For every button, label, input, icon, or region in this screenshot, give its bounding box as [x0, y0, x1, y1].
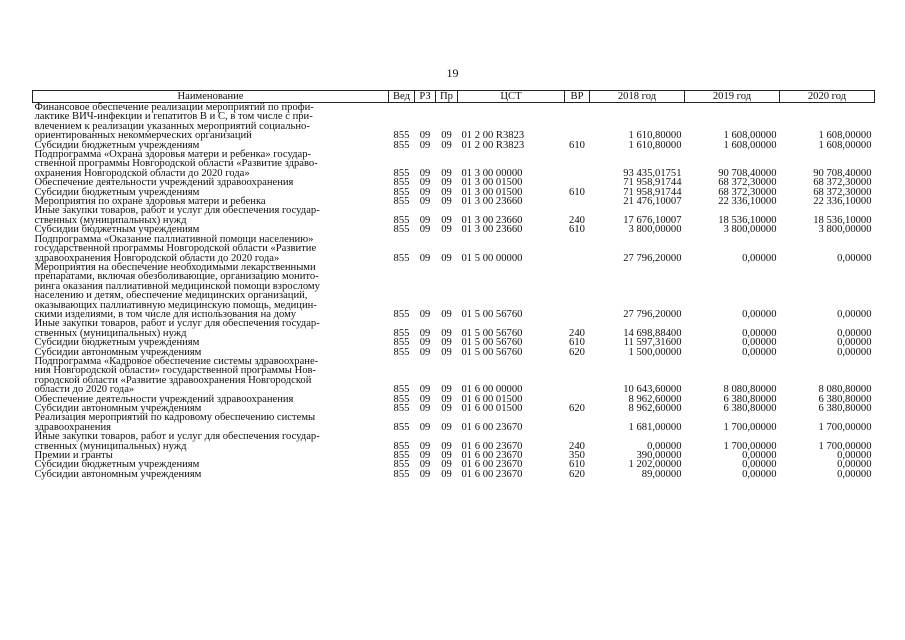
- name-line: скими изделиями, в том числе для использования на дому: [34, 308, 297, 320]
- cell-2019: 68 372,30000: [718, 177, 777, 189]
- cell-2019: 18 536,10000: [718, 214, 777, 226]
- cell-2020: 0,00000: [837, 252, 872, 264]
- cell-pr: 09: [441, 337, 452, 349]
- cell-ved: 855: [393, 130, 410, 142]
- header-vr: ВР: [565, 91, 590, 103]
- cell-2019: 0,00000: [742, 308, 777, 320]
- cell-2019: 1 700,00000: [723, 440, 777, 452]
- name-line: лактике ВИЧ-инфекции и гепатитов В и С, в том числе с при-: [34, 111, 313, 123]
- cell-vr: 620: [569, 403, 585, 414]
- cell-2020: 0,00000: [837, 468, 872, 480]
- name-line: Подпрограмма «Охрана здоровья матери и ребенка» государ-: [34, 149, 312, 161]
- cell-rz: 09: [419, 421, 431, 433]
- name-line: охранения Новгородской области до 2020 года»: [34, 167, 250, 179]
- cell-vr: [565, 150, 590, 178]
- cell-ved: 855: [393, 224, 410, 236]
- table-body: [33, 103, 875, 480]
- cell-ved: 855: [393, 214, 410, 226]
- cell-2019: 90 708,40000: [718, 167, 777, 179]
- name-line: Субсидии бюджетным учреждениям: [34, 224, 200, 236]
- cell-vr: [565, 357, 590, 395]
- cell-vr: 620: [569, 346, 585, 358]
- cell-2019: 6 380,80000: [723, 393, 777, 405]
- cell-vr: 610: [569, 459, 585, 471]
- cell-vr: [565, 197, 590, 206]
- cell-name: [33, 263, 389, 319]
- cell-2020: 8 080,80000: [818, 384, 872, 396]
- cell-2018: 89,00000: [641, 468, 682, 480]
- cell-2020: 0,00000: [837, 337, 872, 349]
- name-line: Субсидии бюджетным учреждениям: [34, 186, 200, 198]
- cell-pr: 09: [441, 450, 452, 462]
- name-line: Финансовое обеспечение реализации мероприятий по профи-: [34, 102, 314, 113]
- cell-rz: 09: [419, 450, 431, 462]
- table-row: [33, 470, 875, 479]
- table-row: [33, 150, 875, 178]
- header-2019: 2019 год: [685, 91, 780, 103]
- cell-2020: 6 380,80000: [818, 393, 872, 405]
- header-rz: РЗ: [415, 91, 436, 103]
- cell-name: [33, 470, 389, 479]
- cell-2020: 18 536,10000: [813, 214, 872, 226]
- cell-rz: 09: [419, 214, 431, 226]
- cell-vr: 610: [569, 337, 585, 349]
- cell-rz: 09: [419, 139, 431, 151]
- cell-2020: 0,00000: [837, 308, 872, 320]
- name-line: Субсидии бюджетным учреждениям: [34, 139, 200, 151]
- cell-ved: 855: [393, 337, 410, 349]
- name-line: Мероприятия по охране здоровья матери и ребенка: [34, 196, 266, 208]
- cell-2018: 10 643,60000: [623, 384, 682, 396]
- cell-name: [33, 235, 389, 263]
- cell-rz: 09: [419, 459, 431, 471]
- cell-rz: 09: [419, 440, 431, 452]
- name-line: городской области «Развитие здравоохранения Новгородской: [34, 374, 312, 386]
- cell-2018: 17 676,10007: [623, 214, 682, 226]
- name-line: Субсидии автономным учреждениям: [34, 403, 202, 414]
- name-line: здравоохранения Новгородской области до 2020 года»: [34, 252, 280, 264]
- cell-vr: 610: [569, 186, 585, 198]
- cell-pr: 09: [441, 214, 452, 226]
- cell-cst: 01 3 00 01500: [461, 177, 523, 189]
- cell-cst: 01 6 00 23670: [461, 459, 523, 471]
- name-line: Подпрограмма «Оказание паллиативной помощи населению»: [34, 233, 314, 245]
- name-line: здравоохранения: [34, 421, 112, 433]
- cell-ved: 855: [393, 468, 410, 480]
- cell-2020: 22 336,10000: [813, 196, 872, 208]
- cell-ved: 855: [393, 393, 410, 405]
- cell-pr: 09: [441, 403, 452, 414]
- cell-2018: 1 610,80000: [628, 130, 682, 142]
- cell-cst: 01 6 00 23670: [461, 421, 523, 433]
- cell-2018: 8 962,60000: [628, 403, 682, 414]
- name-line: ния Новгородской области» государственной программы Нов-: [34, 365, 317, 377]
- cell-pr: 09: [441, 139, 452, 151]
- cell-2020: 0,00000: [837, 327, 872, 339]
- name-line: Иные закупки товаров, работ и услуг для обеспечения государ-: [34, 318, 320, 330]
- cell-2020: 90 708,40000: [813, 167, 872, 179]
- cell-2019: 0,00000: [742, 468, 777, 480]
- name-line: государственной программы Новгородской области «Развитие: [34, 243, 317, 255]
- cell-2018: 0,00000: [647, 440, 682, 452]
- cell-2019: 0,00000: [742, 450, 777, 462]
- cell-cst: 01 6 00 23670: [461, 440, 523, 452]
- cell-2018: 3 800,00000: [628, 224, 682, 236]
- cell-rz: 09: [419, 186, 431, 198]
- cell-cst: 01 6 00 00000: [461, 384, 523, 396]
- cell-rz: 09: [419, 384, 431, 396]
- cell-pr: 09: [441, 196, 452, 208]
- name-line: Обеспечение деятельности учреждений здравоохранения: [34, 393, 294, 405]
- name-line: влечением к реализации указанных мероприятий социально-: [34, 120, 310, 132]
- header-pr: Пр: [436, 91, 458, 103]
- cell-cst: 01 5 00 56760: [461, 346, 523, 358]
- cell-name: [33, 103, 389, 141]
- cell-ved: 855: [393, 403, 410, 414]
- cell-2020: 3 800,00000: [818, 224, 872, 236]
- table-row: [33, 319, 875, 338]
- cell-cst: 01 3 00 23660: [461, 214, 523, 226]
- cell-pr: 09: [441, 384, 452, 396]
- cell-rz: 09: [419, 308, 431, 320]
- cell-pr: 09: [441, 393, 452, 405]
- cell-cst: 01 6 00 23670: [461, 450, 523, 462]
- name-line: населению и детям, обеспечение медицинских организаций,: [34, 290, 308, 302]
- cell-vr: [565, 413, 590, 432]
- cell-pr: 09: [441, 186, 452, 198]
- cell-pr: 09: [441, 468, 452, 480]
- table-row: [33, 263, 875, 319]
- cell-cst: 01 5 00 56760: [461, 308, 523, 320]
- table-header-row: [33, 91, 875, 103]
- cell-2020: 1 608,00000: [818, 139, 872, 151]
- cell-2018: 71 958,91744: [623, 177, 682, 189]
- cell-cst: 01 6 00 01500: [461, 403, 523, 414]
- budget-table: [32, 90, 875, 479]
- table-row: [33, 432, 875, 451]
- cell-cst: 01 3 00 23660: [461, 224, 523, 236]
- cell-cst: 01 3 00 01500: [461, 186, 523, 198]
- cell-2018: 27 796,20000: [623, 252, 682, 264]
- cell-rz: 09: [419, 403, 431, 414]
- name-line: оказывающих паллиативную медицинскую помощь, медицин-: [34, 299, 317, 311]
- name-line: препаратами, включая обезболивающие, организацию монито-: [34, 271, 319, 283]
- name-line: Премии и гранты: [34, 450, 113, 462]
- cell-2020: 68 372,30000: [813, 186, 872, 198]
- cell-2019: 22 336,10000: [718, 196, 777, 208]
- cell-ved: 855: [393, 196, 410, 208]
- cell-pr: 09: [441, 177, 452, 189]
- cell-cst: 01 3 00 23660: [461, 196, 523, 208]
- cell-2020: 1 700,00000: [818, 421, 872, 433]
- cell-2020: 1 700,00000: [818, 440, 872, 452]
- cell-2020: 1 608,00000: [818, 130, 872, 142]
- cell-2020: 0,00000: [837, 346, 872, 358]
- cell-ved: 855: [393, 252, 410, 264]
- cell-vr: 610: [569, 224, 585, 236]
- name-line: ственных (муниципальных) нужд: [34, 327, 187, 339]
- cell-2019: 1 608,00000: [723, 139, 777, 151]
- cell-pr: 09: [441, 327, 452, 339]
- cell-ved: 855: [393, 177, 410, 189]
- cell-2019: 0,00000: [742, 327, 777, 339]
- cell-pr: 09: [441, 308, 452, 320]
- cell-ved: 855: [393, 167, 410, 179]
- header-2020: 2020 год: [780, 91, 875, 103]
- table-row: [33, 206, 875, 225]
- cell-name: [33, 413, 389, 432]
- cell-ved: 855: [393, 308, 410, 320]
- cell-2018: 71 958,91744: [623, 186, 682, 198]
- cell-2018: 1 681,00000: [628, 421, 682, 433]
- cell-2019: 0,00000: [742, 346, 777, 358]
- header-name: Наименование: [33, 91, 389, 103]
- cell-2019: 1 700,00000: [723, 421, 777, 433]
- cell-pr: 09: [441, 346, 452, 358]
- cell-vr: 610: [569, 139, 585, 151]
- table-row: [33, 103, 875, 141]
- table-row: [33, 357, 875, 395]
- cell-ved: 855: [393, 459, 410, 471]
- name-line: Субсидии бюджетным учреждениям: [34, 337, 200, 349]
- table-row: [33, 413, 875, 432]
- cell-rz: 09: [419, 337, 431, 349]
- cell-2019: 0,00000: [742, 337, 777, 349]
- name-line: Мероприятия на обеспечение необходимыми лекарственными: [34, 261, 316, 273]
- cell-2020: 6 380,80000: [818, 403, 872, 414]
- cell-rz: 09: [419, 167, 431, 179]
- cell-rz: 09: [419, 468, 431, 480]
- cell-2018: 27 796,20000: [623, 308, 682, 320]
- cell-pr: 09: [441, 130, 452, 142]
- cell-2019: 8 080,80000: [723, 384, 777, 396]
- cell-2019: 6 380,80000: [723, 403, 777, 414]
- name-line: ственных (муниципальных) нужд: [34, 214, 187, 226]
- cell-2019: 0,00000: [742, 459, 777, 471]
- cell-ved: 855: [393, 327, 410, 339]
- cell-2020: 0,00000: [837, 459, 872, 471]
- cell-2020: 68 372,30000: [813, 177, 872, 189]
- cell-ved: 855: [393, 421, 410, 433]
- cell-rz: 09: [419, 177, 431, 189]
- cell-cst: 01 2 00 R3823: [461, 130, 525, 142]
- name-line: Иные закупки товаров, работ и услуг для обеспечения государ-: [34, 431, 320, 443]
- cell-rz: 09: [419, 196, 431, 208]
- cell-2018: 390,00000: [636, 450, 682, 462]
- cell-pr: 09: [441, 459, 452, 471]
- cell-vr: 620: [569, 468, 585, 480]
- name-line: области до 2020 года»: [34, 384, 135, 396]
- cell-vr: [565, 103, 590, 141]
- cell-rz: 09: [419, 224, 431, 236]
- cell-cst: 01 2 00 R3823: [461, 139, 525, 151]
- cell-2018: 1 202,00000: [628, 459, 682, 471]
- cell-2019: 0,00000: [742, 252, 777, 264]
- cell-2019: 1 608,00000: [723, 130, 777, 142]
- cell-2020: 0,00000: [837, 450, 872, 462]
- page-number: 19: [446, 66, 459, 80]
- name-line: Подпрограмма «Кадровое обеспечение системы здравоохране-: [34, 355, 319, 367]
- cell-vr: 240: [569, 327, 585, 339]
- table-row: [33, 235, 875, 263]
- name-line: ориентированных некоммерческих организаций: [34, 130, 252, 142]
- cell-cst: 01 5 00 00000: [461, 252, 523, 264]
- name-line: Субсидии автономным учреждениям: [34, 346, 202, 358]
- cell-name: [33, 432, 389, 451]
- cell-2018: 11 597,31600: [623, 337, 682, 349]
- cell-ved: 855: [393, 450, 410, 462]
- cell-ved: 855: [393, 139, 410, 151]
- cell-rz: 09: [419, 346, 431, 358]
- cell-vr: [565, 263, 590, 319]
- cell-pr: 09: [441, 224, 452, 236]
- cell-2019: 3 800,00000: [723, 224, 777, 236]
- cell-ved: 855: [393, 440, 410, 452]
- cell-vr: [565, 235, 590, 263]
- header-cst: ЦСТ: [458, 91, 565, 103]
- cell-vr: 240: [569, 440, 585, 452]
- cell-2018: 1 610,80000: [628, 139, 682, 151]
- name-line: ственных (муниципальных) нужд: [34, 440, 187, 452]
- header-ved: Вед: [389, 91, 415, 103]
- cell-2018: 93 435,01751: [623, 167, 682, 179]
- cell-cst: 01 6 00 23670: [461, 468, 523, 480]
- name-line: Обеспечение деятельности учреждений здравоохранения: [34, 177, 294, 189]
- cell-cst: 01 5 00 56760: [461, 337, 523, 349]
- cell-cst: 01 5 00 56760: [461, 327, 523, 339]
- cell-vr: 350: [569, 450, 585, 462]
- name-line: ринга оказания паллиативной медицинской помощи взрослому: [34, 280, 320, 292]
- cell-pr: 09: [441, 252, 452, 264]
- name-line: Иные закупки товаров, работ и услуг для обеспечения государ-: [34, 205, 320, 217]
- cell-2018: 21 476,10007: [623, 196, 682, 208]
- cell-cst: 01 6 00 01500: [461, 393, 523, 405]
- cell-ved: 855: [393, 186, 410, 198]
- cell-ved: 855: [393, 346, 410, 358]
- cell-name: [33, 150, 389, 178]
- cell-name: [33, 206, 389, 225]
- cell-cst: 01 3 00 00000: [461, 167, 523, 179]
- cell-rz: 09: [419, 327, 431, 339]
- cell-pr: 09: [441, 421, 452, 433]
- header-2018: 2018 год: [590, 91, 685, 103]
- name-line: ственной программы Новгородской области «Развитие здраво-: [34, 158, 318, 170]
- cell-vr: 240: [569, 214, 585, 226]
- cell-2018: 8 962,60000: [628, 393, 682, 405]
- name-line: Субсидии бюджетным учреждениям: [34, 459, 200, 471]
- cell-2018: 1 500,00000: [628, 346, 682, 358]
- name-line: Реализация мероприятий по кадровому обеспечению системы: [34, 412, 316, 424]
- cell-2019: 68 372,30000: [718, 186, 777, 198]
- cell-pr: 09: [441, 167, 452, 179]
- cell-ved: 855: [393, 384, 410, 396]
- cell-rz: 09: [419, 393, 431, 405]
- cell-name: [33, 319, 389, 338]
- name-line: Субсидии автономным учреждениям: [34, 468, 202, 480]
- cell-rz: 09: [419, 130, 431, 142]
- cell-2018: 14 698,88400: [623, 327, 682, 339]
- cell-pr: 09: [441, 440, 452, 452]
- cell-rz: 09: [419, 252, 431, 264]
- cell-name: [33, 357, 389, 395]
